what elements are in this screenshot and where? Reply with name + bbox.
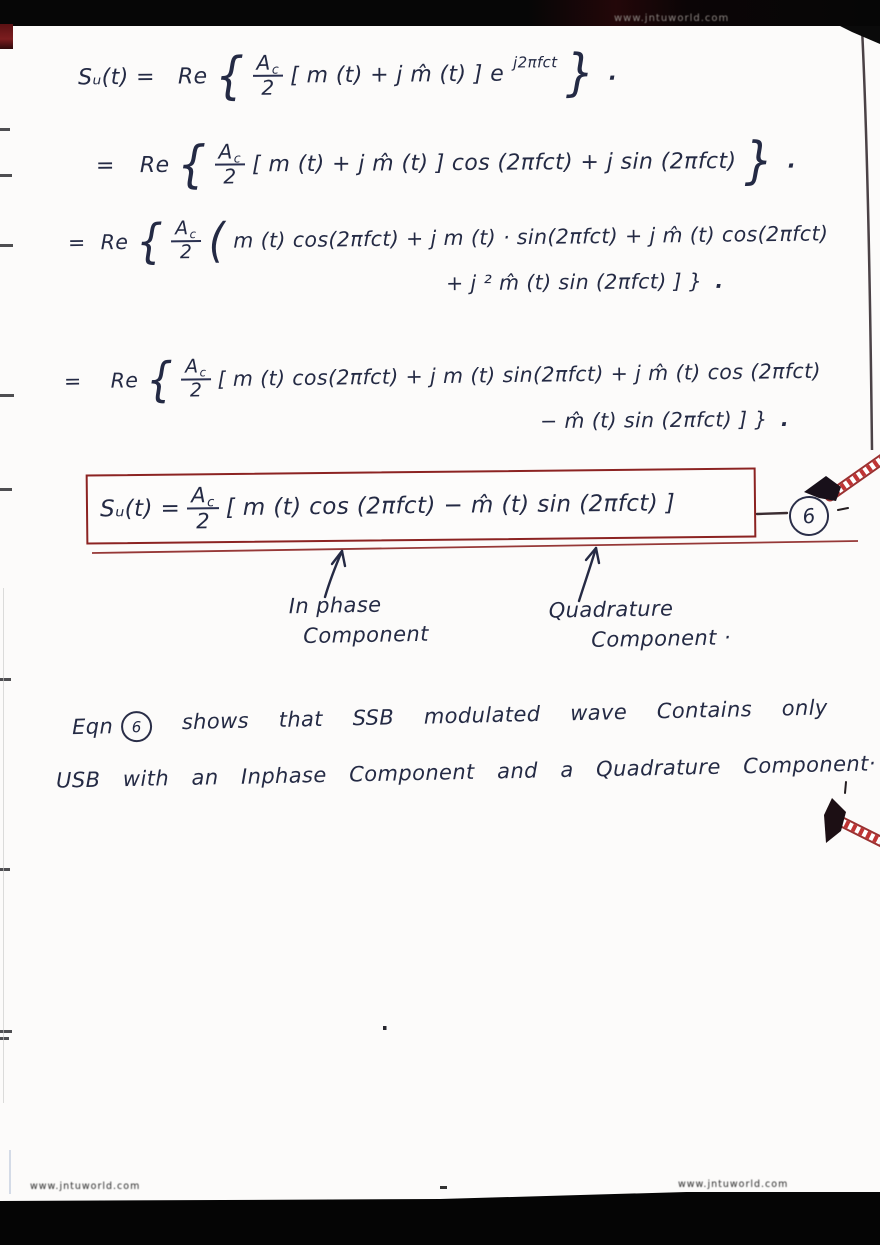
margin-tick — [0, 174, 12, 177]
equation-2 — [95, 130, 797, 195]
equation-4-line2 — [540, 407, 789, 433]
word: Contains — [656, 697, 753, 724]
equation-3-line1 — [67, 211, 829, 269]
word: and — [496, 758, 539, 784]
word: Eqn — [71, 714, 114, 740]
word: USB — [55, 767, 101, 793]
fraction-ac-2 — [187, 484, 219, 533]
eq2-re: Re — [139, 152, 170, 178]
right-brace: } — [565, 42, 595, 103]
inphase-label — [288, 589, 429, 652]
quadrature-arrowhead-icon — [586, 548, 599, 563]
fraction-ac-2 — [181, 357, 211, 401]
scan-top-bar — [0, 0, 880, 26]
equation-4-line1 — [63, 349, 822, 408]
fraction-numerator-sub: c — [199, 365, 207, 380]
margin-tick — [0, 678, 11, 681]
margin-tick — [0, 1030, 12, 1033]
red-binding-mark — [0, 24, 13, 49]
margin-tick — [0, 394, 14, 397]
fraction-numerator: A — [191, 482, 207, 508]
eqn-number-circle: 6 — [121, 711, 153, 743]
quadrature-arrow — [579, 548, 596, 601]
fraction-denominator: 2 — [261, 75, 275, 100]
word: modulated — [423, 701, 541, 729]
word: Component· — [743, 751, 877, 779]
eq1-exponent: j2πfct — [513, 53, 558, 72]
boxed-lhs: Sᵤ(t) = — [99, 495, 181, 523]
fraction-numerator: A — [218, 139, 233, 164]
inphase-arrowhead-icon — [332, 551, 345, 566]
boxed-result-equation — [86, 467, 757, 544]
left-brace: { — [135, 213, 164, 269]
margin-tick — [0, 1037, 9, 1040]
eq2-body1: [ m (t) + j m̂ (t) ] — [252, 150, 445, 178]
binding-thread-top-white — [830, 458, 880, 496]
eq1-re: Re — [177, 63, 208, 90]
corner-shadow — [840, 26, 880, 44]
fraction-numerator-sub: c — [271, 61, 280, 78]
fraction-numerator: A — [256, 50, 271, 75]
boxed-equation — [100, 479, 676, 533]
eq4-line1: [ m (t) cos(2πfct) + j m (t) sin(2πfct) + j m̂ (t) cos (2πfct) — [217, 358, 822, 391]
watermark-bottom-left: www.jntuworld.com — [30, 1181, 141, 1192]
eq4-period: . — [780, 406, 790, 431]
fraction-denominator: 2 — [196, 508, 211, 534]
fraction-numerator: A — [185, 355, 199, 378]
ink-scratch — [838, 508, 848, 510]
equation-3-line2 — [446, 269, 724, 295]
word: SSB — [352, 705, 395, 731]
boxed-body: [ m (t) cos (2πfct) − m̂ (t) sin (2πfct) ] — [225, 490, 676, 522]
left-paren: ( — [208, 212, 226, 268]
fraction-denominator: 2 — [223, 164, 237, 189]
margin-tick — [0, 244, 13, 247]
inphase-label-line1: In phase — [288, 592, 382, 619]
eq2-equals: = — [95, 153, 115, 179]
page-fold-line — [3, 588, 4, 1103]
eq3-line1: m (t) cos(2πfct) + j m (t) · sin(2πfct) + j m̂ (t) cos(2πfct) — [233, 221, 829, 253]
word: shows — [181, 708, 250, 735]
stray-ink-dot — [440, 1186, 447, 1189]
watermark-top: www.jntuworld.com — [614, 13, 730, 24]
margin-tick — [0, 128, 10, 131]
equation-1 — [77, 42, 618, 106]
paragraph-line-2 — [56, 751, 876, 792]
eq1-period: . — [608, 60, 618, 86]
word: Quadrature — [595, 754, 722, 782]
left-brace: { — [215, 46, 245, 106]
eq1-body: [ m (t) + j m̂ (t) ] e — [290, 61, 505, 89]
word: that — [278, 706, 324, 732]
scan-bottom-bar — [0, 1192, 880, 1245]
page-edge-line — [862, 28, 872, 450]
quadrature-label-line1: Quadrature — [548, 596, 674, 623]
word: an — [191, 765, 219, 790]
eqnum-dash — [757, 513, 787, 514]
eq2-body2: cos (2πfct) + j sin (2πfct) — [451, 148, 737, 176]
fraction-ac-2 — [214, 141, 245, 188]
eq3-re: Re — [100, 229, 129, 255]
fraction-denominator: 2 — [179, 240, 193, 264]
eq3-equals: = — [67, 230, 86, 255]
word: a — [560, 757, 574, 783]
eq4-equals: = — [63, 368, 82, 394]
equation-number-badge: 6 — [786, 493, 831, 538]
binding-thread-bottom-stripes — [838, 820, 880, 843]
fraction-ac-2 — [171, 219, 201, 263]
margin-tick — [0, 868, 10, 871]
fraction-numerator-sub: c — [233, 150, 242, 166]
quadrature-label-line2: Component · — [591, 625, 732, 653]
margin-tick — [0, 488, 12, 491]
word: with — [122, 766, 170, 792]
binding-thread-top — [830, 458, 880, 496]
binding-thread-top-stripes — [830, 458, 880, 496]
eq3-line2: + j ² m̂ (t) sin (2πfct) ] } — [445, 268, 703, 296]
word: Component — [348, 759, 475, 787]
word: Inphase — [240, 762, 327, 789]
eq1-lhs: Sᵤ(t) = — [77, 64, 156, 91]
watermark-bottom-right: www.jntuworld.com — [678, 1179, 789, 1190]
eq4-re: Re — [110, 368, 139, 393]
left-brace: { — [145, 351, 174, 408]
binding-thread-bottom — [838, 820, 880, 843]
left-brace: { — [177, 134, 207, 195]
binding-thread-bottom-white — [838, 820, 880, 843]
quadrature-label — [548, 592, 731, 656]
fraction-numerator-sub: c — [189, 227, 197, 242]
eq4-line2: − m̂ (t) sin (2πfct) ] } — [539, 407, 768, 434]
ink-blot-bottom — [824, 798, 846, 843]
fraction-numerator: A — [175, 217, 189, 240]
eq3-period: . — [715, 268, 724, 293]
fraction-ac-2 — [252, 50, 283, 100]
inphase-label-line2: Component — [303, 622, 429, 649]
paragraph-line-1 — [72, 695, 829, 743]
word: only — [781, 695, 829, 721]
right-brace: } — [744, 130, 774, 191]
fraction-denominator: 2 — [189, 379, 203, 402]
fraction-numerator-sub: c — [207, 495, 215, 511]
page-edge-strip — [9, 1150, 11, 1194]
eq2-period: . — [787, 148, 797, 174]
ink-scratch — [845, 782, 846, 793]
stray-ink-dot — [383, 1026, 387, 1030]
word: wave — [569, 699, 628, 726]
word-eqn-ref — [72, 711, 153, 744]
